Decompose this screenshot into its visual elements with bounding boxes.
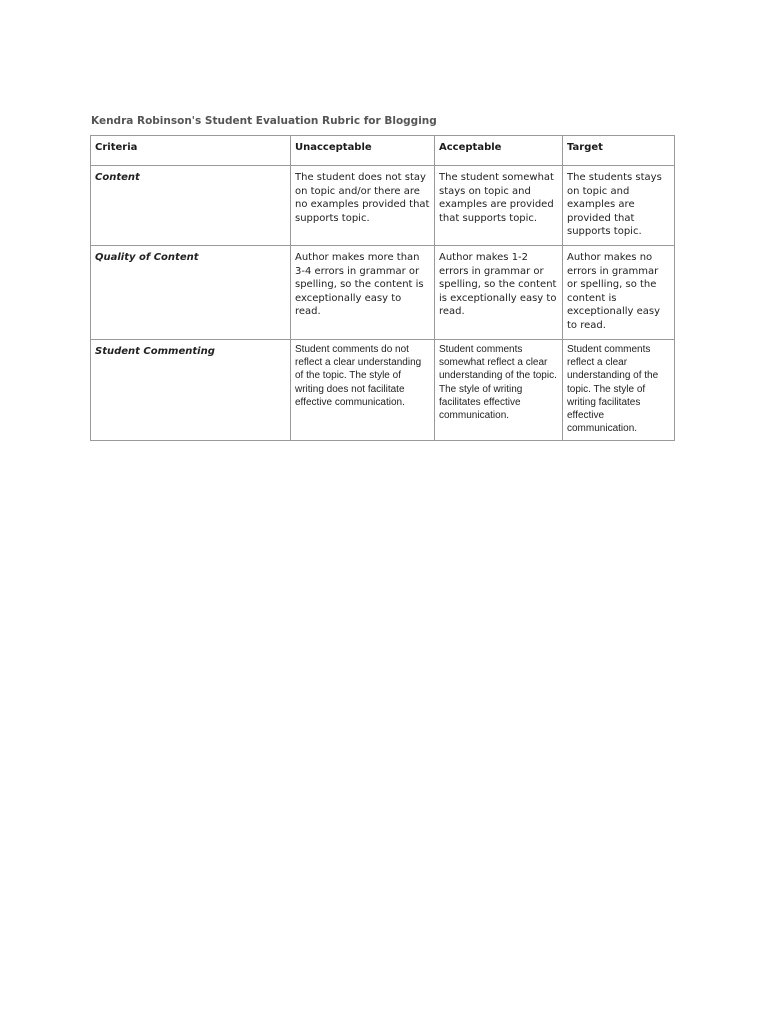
unacceptable-cell: The student does not stay on topic and/or there are no examples provided that supports topic. [291, 166, 435, 246]
table-row [91, 246, 675, 340]
acceptable-cell: Student comments somewhat reflect a clear understanding of the topic. The style of writing facilitates effective communication. [435, 340, 563, 441]
target-cell: Author makes no errors in grammar or spelling, so the content is exceptionally easy to read. [563, 246, 675, 340]
target-cell: The students stays on topic and examples are provided that supports topic. [563, 166, 675, 246]
header-unacceptable: Unacceptable [291, 136, 435, 166]
table-row [91, 340, 675, 441]
unacceptable-cell: Student comments do not reflect a clear understanding of the topic. The style of writing does not facilitate effective communication. [291, 340, 435, 441]
acceptable-cell: Author makes 1-2 errors in grammar or spelling, so the content is exceptionally easy to read. [435, 246, 563, 340]
acceptable-cell: The student somewhat stays on topic and examples are provided that supports topic. [435, 166, 563, 246]
unacceptable-cell: Author makes more than 3-4 errors in grammar or spelling, so the content is exceptionally easy to read. [291, 246, 435, 340]
criteria-cell: Content [91, 166, 291, 246]
table-row [91, 166, 675, 246]
target-cell: Student comments reflect a clear understanding of the topic. The style of writing facilitates effective communication. [563, 340, 675, 441]
rubric-table [90, 135, 675, 441]
table-header-row [91, 136, 675, 166]
header-target: Target [563, 136, 675, 166]
criteria-cell: Quality of Content [91, 246, 291, 340]
criteria-cell: Student Commenting [91, 340, 291, 441]
document-title: Kendra Robinson's Student Evaluation Rubric for Blogging [91, 115, 437, 127]
header-criteria: Criteria [91, 136, 291, 166]
header-acceptable: Acceptable [435, 136, 563, 166]
